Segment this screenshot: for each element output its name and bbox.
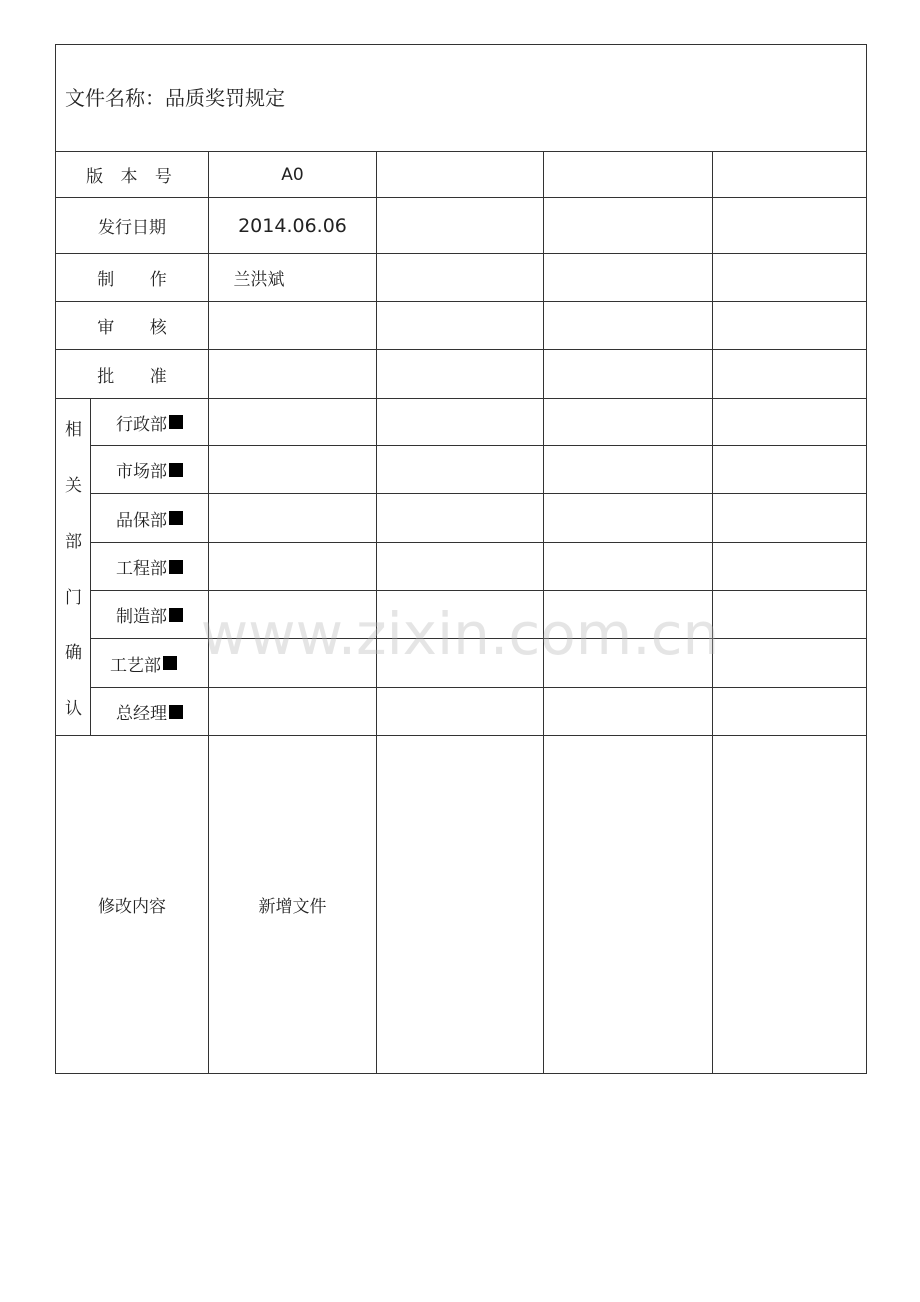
review-label: 审 核 xyxy=(97,318,167,338)
dept-group-char: 部 xyxy=(65,532,82,552)
version-label: 版 本 号 xyxy=(86,167,178,187)
checkbox-filled-icon xyxy=(169,415,183,429)
dept-label: 市场部 xyxy=(116,462,167,482)
dept-label: 工艺部 xyxy=(110,655,161,676)
dept-group-char: 门 xyxy=(65,588,82,608)
made-by-value: 兰洪斌 xyxy=(233,270,285,290)
checkbox-filled-icon xyxy=(169,560,183,574)
issue-date-label: 发行日期 xyxy=(98,218,166,238)
column-divider xyxy=(712,151,713,1073)
issue-date-value: 2014.06.06 xyxy=(238,214,347,237)
dept-row xyxy=(91,446,208,493)
dept-label: 制造部 xyxy=(116,607,167,627)
column-divider xyxy=(543,151,544,1073)
dept-group-char: 关 xyxy=(65,476,82,496)
dept-row xyxy=(91,399,208,445)
dept-label: 品保部 xyxy=(116,510,167,531)
document-title: 文件名称：品质奖罚规定 xyxy=(65,86,285,110)
checkbox-filled-icon xyxy=(163,656,177,670)
dept-label: 行政部 xyxy=(116,414,167,435)
dept-row xyxy=(91,639,196,687)
dept-row xyxy=(91,591,208,638)
checkbox-filled-icon xyxy=(169,608,183,622)
dept-row xyxy=(91,543,208,590)
checkbox-filled-icon xyxy=(169,705,183,719)
dept-label: 工程部 xyxy=(116,559,167,579)
revision-label: 修改内容 xyxy=(98,897,166,917)
watermark: www.zixin.com.cn xyxy=(200,600,720,668)
version-value: A0 xyxy=(281,164,304,185)
checkbox-filled-icon xyxy=(169,463,183,477)
column-divider xyxy=(376,151,377,1073)
dept-label: 总经理 xyxy=(116,704,167,724)
approve-label: 批 准 xyxy=(97,366,167,387)
revision-value: 新增文件 xyxy=(258,897,327,917)
made-by-label: 制 作 xyxy=(97,270,167,290)
checkbox-filled-icon xyxy=(169,511,183,525)
dept-group-char: 确 xyxy=(65,643,82,663)
row-divider xyxy=(90,638,867,639)
dept-group-char: 相 xyxy=(65,420,82,440)
dept-group-char: 认 xyxy=(65,699,82,719)
dept-row xyxy=(91,688,208,735)
dept-row xyxy=(91,494,208,542)
